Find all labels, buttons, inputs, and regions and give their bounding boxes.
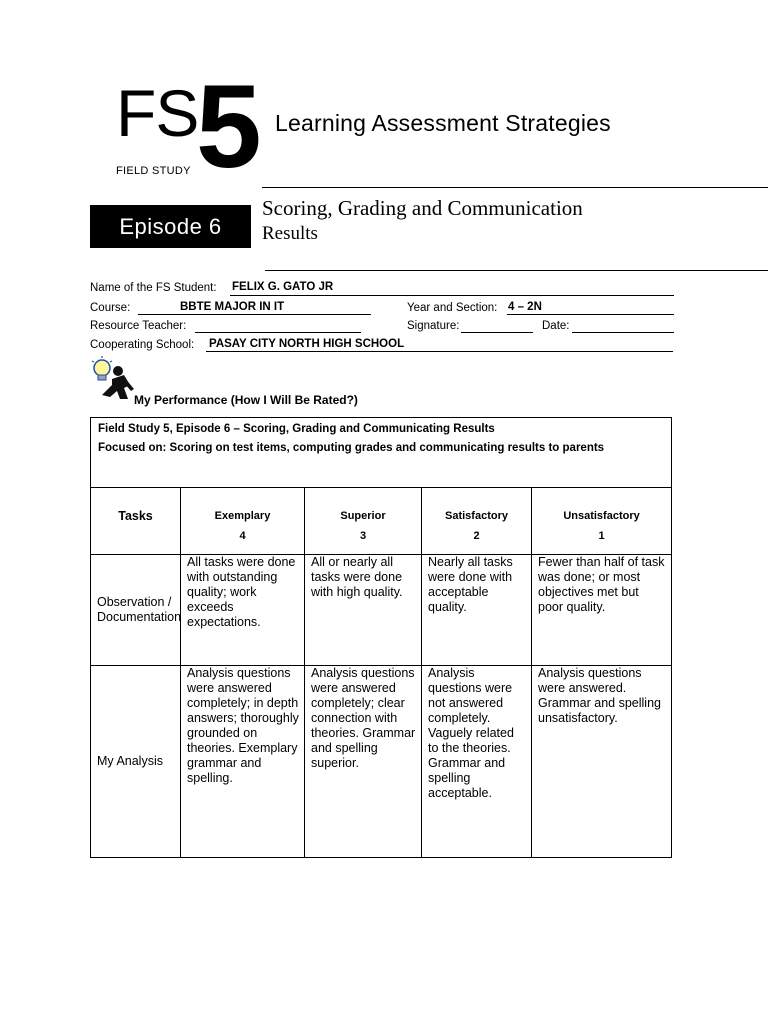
logo-caption: FIELD STUDY [116,165,191,177]
level-header-exemplary: Exemplary 4 [181,488,305,555]
rubric-caption-focus: Focused on: Scoring on test items, computing grades and communicating results to parents [98,442,605,454]
cooperating-school-label: Cooperating School: [90,339,195,351]
task-my-analysis: My Analysis [91,666,181,858]
year-section-line [507,314,674,315]
resource-teacher-line [195,332,361,333]
descriptor-cell: All tasks were done with outstanding quality; work exceeds expectations. [181,555,305,666]
logo-fs: FS [116,76,199,150]
descriptor-cell: All or nearly all tasks were done with high quality. [305,555,422,666]
student-name-line [230,295,674,296]
date-line [572,332,674,333]
descriptor-cell: Nearly all tasks were done with acceptable quality. [422,555,532,666]
rubric-caption [91,418,672,488]
table-row [91,666,672,858]
student-name-label: Name of the FS Student: [90,282,217,294]
episode-divider [265,270,768,271]
descriptor-cell: Analysis questions were answered completely; in depth answers; thoroughly grounded on theories. Exemplary grammar and spelling. [181,666,305,858]
course-value: BBTE MAJOR IN IT [180,301,285,313]
logo-number: 5 [196,61,262,193]
descriptor-cell: Fewer than half of task was done; or most objectives met but poor quality. [532,555,672,666]
rubric-header-row [91,488,672,555]
descriptor-cell: Analysis questions were answered. Grammar and spelling unsatisfactory. [532,666,672,858]
performance-heading: My Performance (How I Will Be Rated?) [134,393,358,407]
descriptor-cell: Analysis questions were not answered completely. Vaguely related to the theories. Grammar and spelling acceptable. [422,666,532,858]
course-label: Course: [90,302,131,314]
episode-badge: Episode 6 [90,205,251,248]
rubric-table [90,417,672,858]
resource-teacher-label: Resource Teacher: [90,320,187,332]
level-header-satisfactory: Satisfactory 2 [422,488,532,555]
signature-label: Signature: [407,320,460,332]
episode-title [262,196,682,246]
year-section-label: Year and Section: [407,302,498,314]
cooperating-school-line [206,351,673,352]
episode-title-line1: Scoring, Grading and Communication [262,196,583,220]
student-name-value: FELIX G. GATO JR [232,281,334,293]
lightbulb-person-icon [90,355,136,405]
year-section-value: 4 – 2N [508,301,542,313]
table-row [91,555,672,666]
level-header-superior: Superior 3 [305,488,422,555]
descriptor-cell: Analysis questions were answered completely; clear connection with theories. Grammar and spelling superior. [305,666,422,858]
rubric-caption-title: Field Study 5, Episode 6 – Scoring, Grading and Communicating Results [98,423,495,435]
cooperating-school-value: PASAY CITY NORTH HIGH SCHOOL [209,338,405,350]
signature-line [461,332,533,333]
date-label: Date: [542,320,570,332]
episode-title-line2: Results [262,223,318,244]
tasks-header: Tasks [91,488,181,555]
level-header-unsatisfactory: Unsatisfactory 1 [532,488,672,555]
page-title: Learning Assessment Strategies [275,110,611,136]
task-observation: Observation / Documentation [91,555,181,666]
header-divider [262,187,768,188]
course-line [138,314,371,315]
